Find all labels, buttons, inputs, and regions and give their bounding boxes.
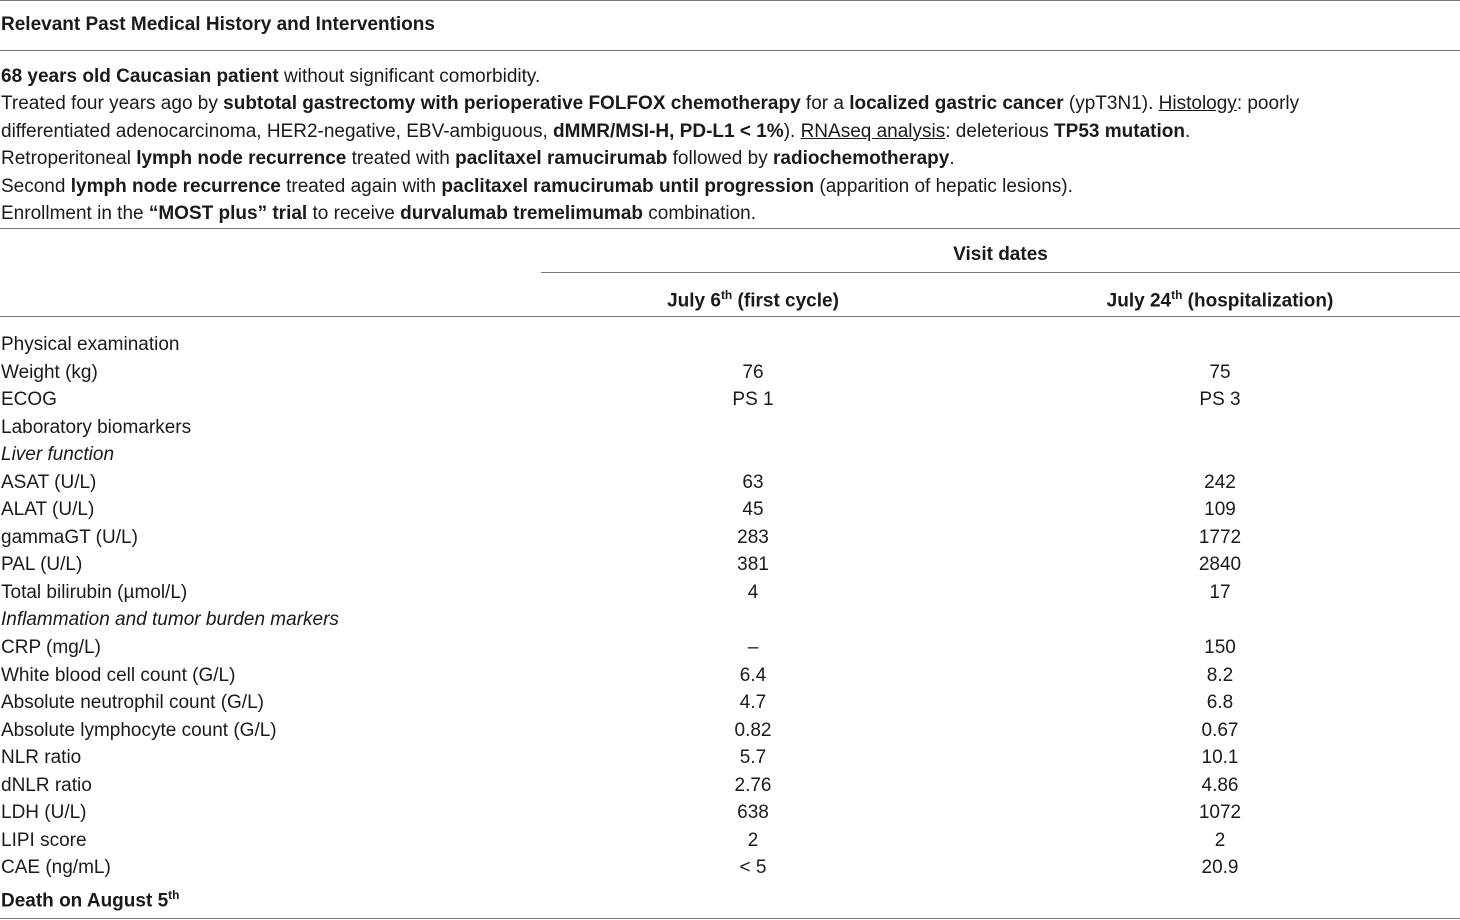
visit-dates-header: Visit dates (953, 244, 1048, 265)
value-hospitalization: 20.9 (1201, 857, 1239, 879)
value-hospitalization: 75 (1209, 361, 1231, 383)
history-block (1, 63, 1456, 227)
row-label: Physical examination (1, 334, 180, 355)
table-row (0, 386, 1460, 414)
table-row (0, 331, 1460, 359)
top-rule (0, 0, 1460, 1)
history-bold: TP53 mutation (1054, 120, 1185, 142)
column-header-sup: th (1171, 288, 1183, 302)
table-row (0, 882, 1460, 910)
history-rule (0, 228, 1460, 229)
row-label: LDH (U/L) (1, 802, 87, 824)
column-header-text: July 6 (667, 290, 721, 312)
row-label: ALAT (U/L) (1, 499, 95, 521)
value-hospitalization: 10.1 (1201, 747, 1239, 769)
row-label: Laboratory biomarkers (1, 416, 192, 438)
value-hospitalization: 6.8 (1206, 692, 1234, 714)
history-text: . (1184, 120, 1191, 142)
history-line (1, 63, 1456, 90)
value-hospitalization: 2840 (1198, 554, 1242, 576)
history-bold: “MOST plus” trial (148, 202, 308, 224)
table-row (0, 441, 1460, 469)
history-bold: subtotal gastrectomy with perioperative FOLFOX chemotherapy (223, 93, 801, 115)
history-line (1, 90, 1456, 117)
row-label: NLR ratio (1, 747, 82, 769)
table-row (0, 524, 1460, 552)
history-text: combination. (643, 202, 757, 224)
value-hospitalization: 1772 (1198, 526, 1242, 548)
table-row (0, 634, 1460, 662)
history-bold: lymph node recurrence (70, 175, 281, 197)
row-label: CRP (mg/L) (1, 637, 101, 659)
table-row (0, 414, 1460, 442)
header-rule (0, 316, 1460, 317)
history-line (1, 200, 1456, 227)
table-row (0, 744, 1460, 772)
history-underline: Histology (1158, 93, 1237, 115)
history-text: Retroperitoneal (1, 148, 137, 170)
table-row (0, 799, 1460, 827)
death-date-sup: th (168, 887, 180, 902)
value-hospitalization: 1072 (1198, 802, 1242, 824)
value-hospitalization: PS 3 (1199, 389, 1241, 411)
value-first-cycle: 381 (737, 554, 769, 576)
column-header-text: (hospitalization) (1182, 290, 1334, 312)
table-body (0, 331, 1460, 912)
table-row (0, 717, 1460, 745)
history-text: : deleterious (945, 120, 1055, 142)
value-hospitalization: 150 (1204, 637, 1236, 659)
history-text: treated again with (280, 175, 442, 197)
row-label: PAL (U/L) (1, 554, 83, 576)
row-label: Absolute lymphocyte count (G/L) (1, 719, 277, 741)
death-date-label (1, 882, 179, 915)
table-row (0, 496, 1460, 524)
row-section-label: Inflammation and tumor burden markers (1, 609, 339, 631)
table-row (0, 689, 1460, 717)
value-first-cycle: 4 (747, 581, 759, 603)
value-first-cycle: – (747, 637, 759, 659)
value-first-cycle: 2 (747, 829, 759, 851)
history-bold: localized gastric cancer (849, 93, 1064, 115)
history-text: to receive (307, 202, 401, 224)
history-text: Second (1, 175, 71, 197)
table-row (0, 827, 1460, 855)
history-text: (apparition of hepatic lesions). (814, 175, 1073, 197)
row-label: Absolute neutrophil count (G/L) (1, 692, 264, 714)
history-text: differentiated adenocarcinoma, HER2-negative, EBV-ambiguous, (1, 120, 554, 142)
row-label: CAE (ng/mL) (1, 857, 111, 879)
history-line (1, 173, 1456, 200)
row-label: ASAT (U/L) (1, 471, 97, 493)
value-first-cycle: 5.7 (739, 747, 767, 769)
value-first-cycle: 45 (742, 499, 764, 521)
row-label: gammaGT (U/L) (1, 526, 138, 548)
column-header-hospitalization (1070, 288, 1370, 312)
table-row (0, 551, 1460, 579)
history-bold: radiochemotherapy (773, 148, 950, 170)
table-row (0, 606, 1460, 634)
table-row (0, 772, 1460, 800)
history-line (1, 118, 1456, 145)
value-hospitalization: 8.2 (1206, 664, 1234, 686)
column-header-first-cycle (653, 288, 853, 312)
value-hospitalization: 4.86 (1201, 774, 1239, 796)
value-first-cycle: < 5 (739, 857, 767, 879)
history-text: treated with (346, 148, 456, 170)
value-hospitalization: 242 (1204, 471, 1236, 493)
column-header-text: July 24 (1106, 290, 1172, 312)
row-label: Weight (kg) (1, 361, 98, 383)
history-underline: RNAseq analysis (800, 120, 946, 142)
history-text: : poorly (1236, 93, 1300, 115)
row-label: LIPI score (1, 829, 87, 851)
value-first-cycle: 6.4 (739, 664, 767, 686)
value-hospitalization: 109 (1204, 499, 1236, 521)
value-first-cycle: 4.7 (739, 692, 767, 714)
table-row (0, 359, 1460, 387)
value-first-cycle: 76 (742, 361, 764, 383)
history-text: ). (783, 120, 801, 142)
row-label: ECOG (1, 389, 57, 411)
table-row (0, 469, 1460, 497)
history-bold: 68 years old Caucasian patient (1, 66, 279, 87)
value-first-cycle: PS 1 (732, 389, 774, 411)
history-text: Enrollment in the (1, 202, 149, 224)
history-bold: dMMR/MSI-H, PD-L1 < 1% (553, 120, 784, 142)
death-date-text: Death on August 5 (1, 890, 169, 912)
row-section-label: Liver function (1, 444, 115, 466)
history-text: Treated four years ago by (1, 93, 224, 115)
history-line (1, 145, 1456, 172)
table-row (0, 854, 1460, 882)
history-bold: paclitaxel ramucirumab (455, 148, 668, 170)
column-header-sup: th (720, 288, 733, 302)
value-first-cycle: 63 (742, 471, 764, 493)
table-title: Relevant Past Medical History and Interventions (1, 14, 435, 35)
history-text: followed by (667, 148, 773, 170)
bottom-rule (0, 918, 1460, 919)
history-text: . (949, 148, 955, 170)
column-header-text: (first cycle) (732, 290, 839, 312)
row-label: White blood cell count (G/L) (1, 664, 236, 686)
group-rule (541, 272, 1460, 273)
table-row (0, 662, 1460, 690)
history-text: without significant comorbidity. (278, 66, 541, 87)
value-hospitalization: 2 (1214, 829, 1226, 851)
history-bold: paclitaxel ramucirumab until progression (441, 175, 815, 197)
value-first-cycle: 283 (737, 526, 769, 548)
title-rule (0, 50, 1460, 51)
value-first-cycle: 0.82 (734, 719, 772, 741)
value-hospitalization: 17 (1209, 581, 1231, 603)
history-text: for a (800, 93, 850, 115)
value-first-cycle: 2.76 (734, 774, 772, 796)
history-text: (ypT3N1). (1063, 93, 1159, 115)
table-row (0, 579, 1460, 607)
history-bold: lymph node recurrence (136, 148, 347, 170)
row-label: dNLR ratio (1, 774, 92, 796)
value-first-cycle: 638 (737, 802, 769, 824)
value-hospitalization: 0.67 (1201, 719, 1239, 741)
history-bold: durvalumab tremelimumab (400, 202, 643, 224)
row-label: Total bilirubin (µmol/L) (1, 581, 188, 603)
